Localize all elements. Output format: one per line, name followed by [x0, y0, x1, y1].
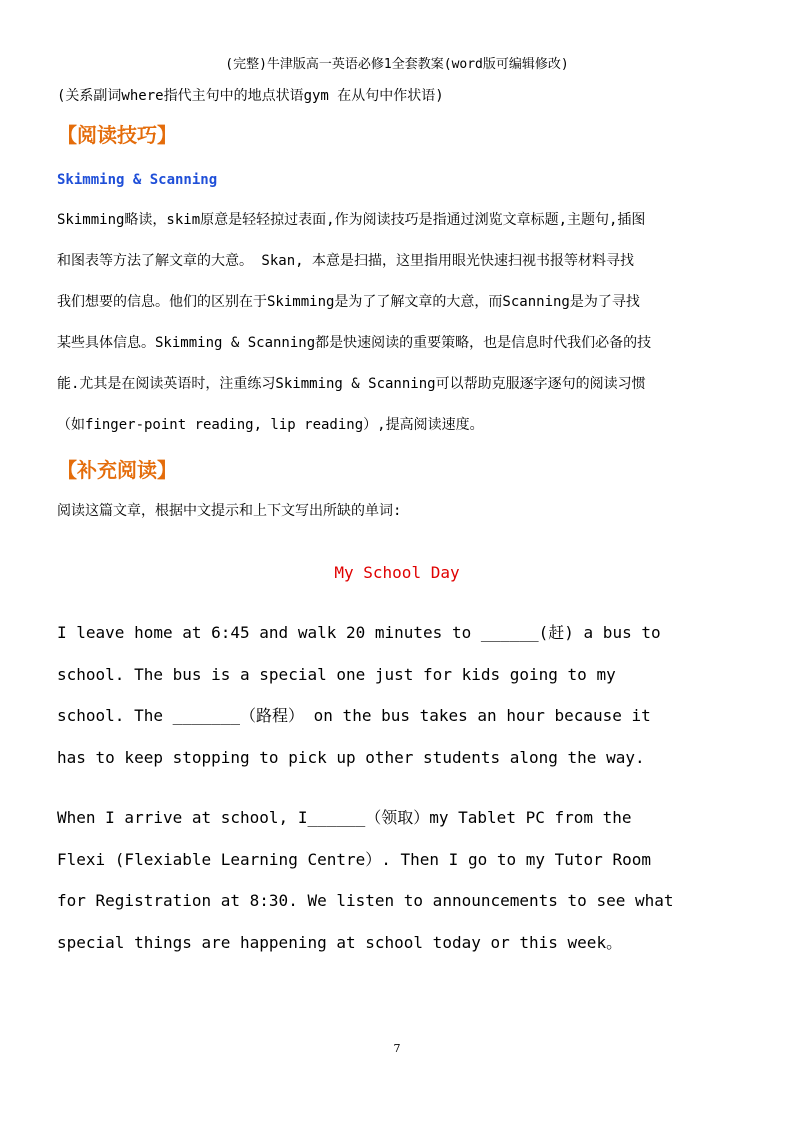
story-line: school. The _______（路程） on the bus takes an hour because it: [57, 706, 651, 726]
story-line: When I arrive at school, I______（领取）my Tablet PC from the: [57, 808, 632, 827]
reading-skills-paragraph: [57, 210, 737, 456]
story-line: school. The bus is a special one just for kids going to my: [57, 664, 616, 684]
story-title: My School Day: [334, 563, 460, 582]
story-line: special things are happening at school today or this week。: [57, 933, 623, 953]
story-paragraph-2: [57, 807, 747, 974]
paragraph-line: （如finger-point reading, lip reading）,提高阅读速度。: [57, 417, 484, 433]
story-line: for Registration at 8:30. We listen to announcements to see what: [57, 891, 674, 911]
page-header: (完整)牛津版高一英语必修1全套教案(word版可编辑修改): [225, 57, 569, 72]
exercise-instruction: 阅读这篇文章，根据中文提示和上下文写出所缺的单词:: [57, 503, 402, 519]
paragraph-line: 和图表等方法了解文章的大意。 Skan, 本意是扫描，这里指用眼光快速扫视书报等材料寻找: [57, 253, 634, 269]
page-number: 7: [393, 1042, 401, 1055]
grammar-note: (关系副词where指代主句中的地点状语gym 在从句中作状语): [57, 88, 444, 104]
story-paragraph-1: [57, 622, 747, 789]
paragraph-line: 能.尤其是在阅读英语时，注重练习Skimming & Scanning可以帮助克服逐字逐句的阅读习惯: [57, 376, 646, 392]
paragraph-line: 某些具体信息。Skimming & Scanning都是快速阅读的重要策略，也是信息时代我们必备的技: [57, 335, 652, 351]
reading-skills-heading: 【阅读技巧】: [57, 123, 177, 147]
supplementary-reading-heading: 【补充阅读】: [57, 458, 177, 482]
story-line: Flexi (Flexiable Learning Centre）. Then I go to my Tutor Room: [57, 849, 651, 869]
story-line: has to keep stopping to pick up other students along the way.: [57, 748, 645, 768]
paragraph-line: 我们想要的信息。他们的区别在于Skimming是为了了解文章的大意，而Scanning是为了寻找: [57, 294, 640, 310]
skimming-scanning-subheading: Skimming & Scanning: [57, 172, 218, 188]
story-line: I leave home at 6:45 and walk 20 minutes to ______(赶) a bus to: [57, 623, 661, 642]
paragraph-line: Skimming略读，skim原意是轻轻掠过表面,作为阅读技巧是指通过浏览文章标题,主题句,插图: [57, 212, 646, 228]
